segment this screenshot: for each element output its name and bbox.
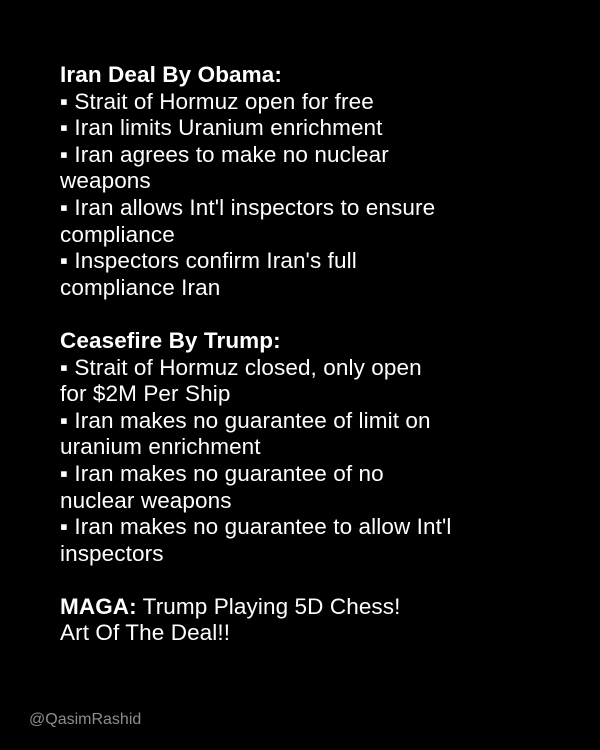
bullet-line-continued: weapons [60,168,151,194]
bullet-item [60,461,580,514]
bullet-line-continued: compliance [60,221,175,247]
maga-line [60,594,580,621]
post-text [60,62,580,647]
maga-line-continued: Art Of The Deal!! [60,620,231,646]
bullet-line: ▪ Inspectors confirm Iran's full [60,248,357,274]
bullet-item [60,248,580,301]
bullet-line: ▪ Iran allows Int'l inspectors to ensure [60,194,436,220]
bullet-item [60,195,580,248]
trump-ceasefire-heading: Ceasefire By Trump: [60,327,281,353]
bullet-item [60,89,580,116]
bullet-line-continued: inspectors [60,540,164,566]
bullet-line: ▪ Strait of Hormuz open for free [60,88,374,114]
bullet-item [60,142,580,195]
trump-ceasefire-section [60,328,580,567]
bullet-line: ▪ Iran makes no guarantee of limit on [60,407,431,433]
bullet-line: ▪ Iran makes no guarantee to allow Int'l [60,514,452,540]
bullet-item [60,408,580,461]
bullet-line-continued: for $2M Per Ship [60,381,231,407]
bullet-item [60,355,580,408]
bullet-line-continued: uranium enrichment [60,434,261,460]
obama-deal-section [60,62,580,301]
bullet-line-continued: nuclear weapons [60,487,232,513]
maga-text: Trump Playing 5D Chess! [136,593,401,619]
bullet-item [60,115,580,142]
bullet-line: ▪ Iran makes no guarantee of no [60,460,384,486]
bullet-item [60,514,580,567]
obama-deal-heading: Iran Deal By Obama: [60,62,282,87]
maga-label: MAGA: [60,593,137,619]
maga-section [60,594,580,647]
bullet-line: ▪ Strait of Hormuz closed, only open [60,354,422,380]
author-watermark: @QasimRashid [29,711,142,728]
bullet-line: ▪ Iran agrees to make no nuclear [60,141,389,167]
bullet-line: ▪ Iran limits Uranium enrichment [60,115,383,141]
bullet-line-continued: compliance Iran [60,274,221,300]
